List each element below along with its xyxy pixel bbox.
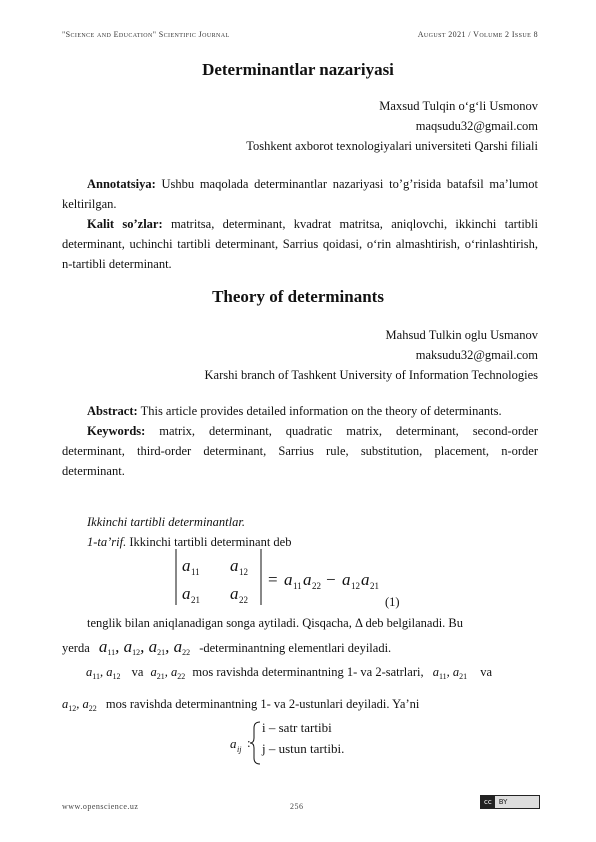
en-abstract-text: This article provides detailed information on the theory of determinants. bbox=[137, 404, 502, 418]
rows-line bbox=[86, 665, 492, 681]
cc-license-badge[interactable] bbox=[480, 795, 540, 809]
svg-text:22: 22 bbox=[239, 595, 248, 605]
uz-author: Maxsud Tulqin o‘g‘li Usmonov bbox=[379, 99, 538, 113]
en-email[interactable]: maksudu32@gmail.com bbox=[415, 348, 538, 362]
uz-abstract-label: Annotatsiya: bbox=[87, 177, 156, 191]
svg-text:21: 21 bbox=[191, 595, 200, 605]
svg-text:−: − bbox=[326, 570, 336, 589]
determinant-equation bbox=[170, 547, 470, 609]
en-abstract bbox=[62, 401, 538, 481]
svg-text:21: 21 bbox=[370, 581, 379, 591]
footer-website[interactable]: www.openscience.uz bbox=[62, 802, 139, 811]
svg-text:11: 11 bbox=[293, 581, 302, 591]
svg-text:a: a bbox=[361, 570, 370, 589]
svg-text:a: a bbox=[230, 736, 237, 751]
va-word-2: va bbox=[480, 665, 493, 679]
body-intro bbox=[62, 512, 538, 552]
col1-symbols: $a_{11}$, $a_{21}$ bbox=[432, 665, 468, 681]
uz-abstract bbox=[62, 174, 538, 274]
en-keywords-label: Keywords: bbox=[87, 424, 146, 438]
row2-symbols: $a_{21}$, $a_{22}$ bbox=[150, 665, 186, 681]
uz-author-block bbox=[246, 96, 538, 156]
elements-text: -determinantning elementlari deyiladi. bbox=[199, 641, 392, 655]
svg-text:a: a bbox=[182, 584, 191, 603]
uz-keywords-text: matritsa, determinant, kvadrat matritsa, aniqlovchi, ikkinchi tartibli determinant, uchinchi tartibli determinant, Sarrius qoidasi, o‘rin almashtirish, o‘rinlashtirish, n-tartibli determinant. bbox=[62, 217, 538, 271]
svg-text:11: 11 bbox=[191, 567, 200, 577]
svg-text:a: a bbox=[342, 570, 351, 589]
en-abstract-label: Abstract: bbox=[87, 404, 138, 418]
svg-text:=: = bbox=[268, 570, 278, 589]
cols-text: mos ravishda determinantning 1- va 2-ustunlari deyiladi. Ya’ni bbox=[105, 697, 420, 711]
svg-text:a: a bbox=[284, 570, 293, 589]
definition-label: 1-ta’rif. bbox=[87, 535, 127, 549]
journal-name: "Science and Education" Scientific Journal bbox=[62, 30, 230, 39]
case-col: j – ustun tartibi. bbox=[262, 741, 345, 756]
columns-line bbox=[62, 697, 419, 713]
issue-info: August 2021 / Volume 2 Issue 8 bbox=[417, 30, 538, 39]
uz-keywords-label: Kalit so’zlar: bbox=[87, 217, 163, 231]
en-affiliation: Karshi branch of Tashkent University of Information Technologies bbox=[204, 368, 538, 382]
uz-affiliation: Toshkent axborot texnologiyalari universiteti Qarshi filiali bbox=[246, 139, 538, 153]
uz-abstract-text: Ushbu maqolada determinantlar nazariyasi to’g’risida batafsil ma’lumot keltirilgan. bbox=[62, 177, 538, 211]
svg-text:a: a bbox=[230, 584, 239, 603]
definition-text: Ikkinchi tartibli determinant deb bbox=[126, 535, 292, 549]
svg-text:a: a bbox=[303, 570, 312, 589]
body-paragraph-1: tenglik bilan aniqlanadigan songa aytiladi. Qisqacha, Δ deb belgilanadi. Bu bbox=[87, 616, 464, 630]
equation-number: (1) bbox=[385, 595, 400, 609]
elements-symbols: $a_{11}$, $a_{12}$, $a_{21}$, $a_{22}$ bbox=[98, 637, 191, 657]
row1-symbols: $a_{11}$, $a_{12}$ bbox=[86, 665, 121, 681]
va-word-1: va bbox=[131, 665, 144, 679]
svg-text:12: 12 bbox=[351, 581, 360, 591]
case-row: i – satr tartibi bbox=[262, 720, 332, 735]
en-author: Mahsud Tulkin oglu Usmanov bbox=[385, 328, 538, 342]
section-heading: Ikkinchi tartibli determinantlar. bbox=[87, 515, 245, 529]
yerda-word: yerda bbox=[62, 641, 90, 655]
elements-line bbox=[62, 637, 391, 657]
svg-text:a: a bbox=[230, 556, 239, 575]
en-keywords-text: matrix, determinant, quadratic matrix, determinant, second-order determinant, third-order determinant, Sarrius rule, substitution, placement, n-order determinant. bbox=[62, 424, 538, 478]
svg-text:22: 22 bbox=[312, 581, 321, 591]
en-author-block bbox=[205, 325, 538, 385]
page-number: 256 bbox=[290, 802, 304, 811]
en-title: Theory of determinants bbox=[212, 287, 384, 306]
svg-text::: : bbox=[247, 735, 251, 750]
cc-icon: cc bbox=[481, 796, 495, 808]
uz-email[interactable]: maqsudu32@gmail.com bbox=[415, 119, 538, 133]
cc-license-label: BY bbox=[498, 798, 508, 806]
uz-title: Determinantlar nazariyasi bbox=[202, 60, 394, 79]
svg-text:12: 12 bbox=[239, 567, 248, 577]
col2-symbols: $a_{12}$, $a_{22}$ bbox=[62, 697, 97, 713]
svg-text:a: a bbox=[182, 556, 191, 575]
rows-text: mos ravishda determinantning 1- va 2-satrlari, bbox=[192, 665, 424, 679]
svg-text:ij: ij bbox=[237, 745, 242, 754]
